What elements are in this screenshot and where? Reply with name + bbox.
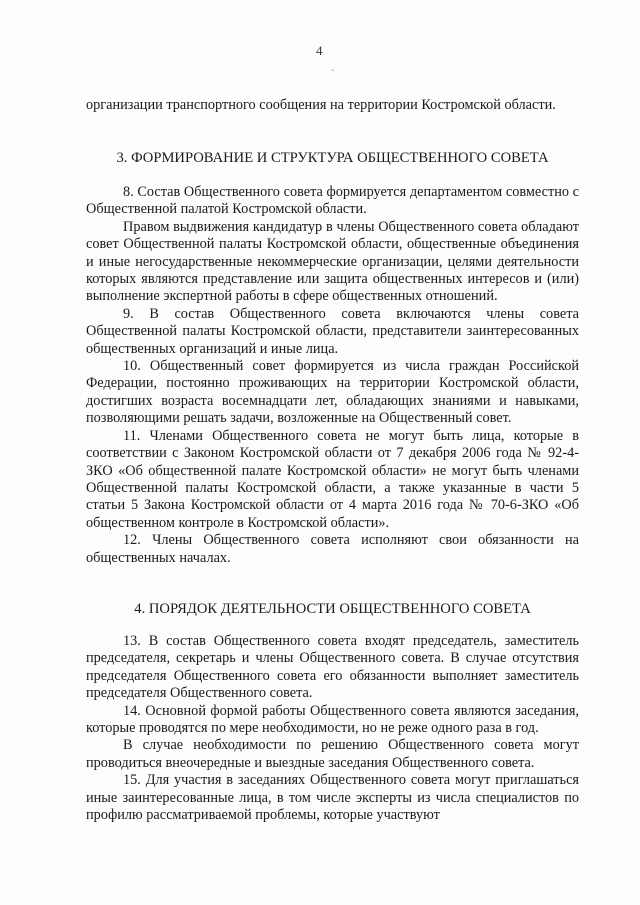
paragraph-15: 15. Для участия в заседаниях Общественного совета могут приглашаться иные заинтересованные лица, в том числе эксперты из числа специалистов по профилю рассматриваемой проблемы, которые участвуют <box>86 772 579 824</box>
paragraph-9: 9. В состав Общественного совета включаются члены совета Общественной палаты Костромской области, представители заинтересованных общественных организаций и иные лица. <box>86 305 579 357</box>
paragraph-8: 8. Состав Общественного совета формируется департаментом совместно с Общественной палатой Костромской области. <box>86 184 579 218</box>
continuation-block <box>86 97 579 114</box>
paragraph-11: 11. Членами Общественного совета не могут быть лица, которые в соответствии с Законом Костромской области от 7 декабря 2006 года № 92-4-ЗКО «Об общественной палате Костромской области» не могут быть членами Общественной палаты Костромской области, а также указанные в части 5 статьи 5 Закона Костромской области от 4 марта 2016 года № 70-6-ЗКО «Об общественном контроле в Костромской области». <box>86 427 579 531</box>
section-3-heading: 3. ФОРМИРОВАНИЕ И СТРУКТУРА ОБЩЕСТВЕННОГО СОВЕТА <box>116 150 549 166</box>
continuation-paragraph: организации транспортного сообщения на территории Костромской области. <box>86 97 556 113</box>
scan-mark: ` <box>331 69 335 80</box>
paragraph-14-extra-meetings: В случае необходимости по решению Общественного совета могут проводиться внеочередные и выездные заседания Общественного совета. <box>86 737 579 771</box>
paragraph-13: 13. В состав Общественного совета входят председатель, заместитель председателя, секретарь и члены Общественного совета. В случае отсутствия председателя Общественного совета его обязанности выполняет заместитель председателя Общественного совета. <box>86 633 579 702</box>
section-4-body <box>86 633 579 824</box>
paragraph-8-nominations: Правом выдвижения кандидатур в члены Общественного совета обладают совет Общественной палаты Костромской области, общественные объединения и иные негосударственные некоммерческие организации, целями деятельности которых являются представление или защита общественных интересов и (или) выполнение экспертной работы в сфере общественных отношений. <box>86 218 579 305</box>
section-4-heading: 4. ПОРЯДОК ДЕЯТЕЛЬНОСТИ ОБЩЕСТВЕННОГО СОВЕТА <box>134 601 531 617</box>
page-number: 4 <box>316 43 323 58</box>
paragraph-14: 14. Основной формой работы Общественного совета являются заседания, которые проводятся по мере необходимости, но не реже одного раза в год. <box>86 702 579 737</box>
paragraph-10: 10. Общественный совет формируется из числа граждан Российской Федерации, постоянно проживающих на территории Костромской области, достигших возраста восемнадцати лет, обладающих знаниями и навыками, позволяющими решать задачи, возложенные на Общественный совет. <box>86 358 579 427</box>
section-3-body <box>86 184 579 567</box>
paragraph-12: 12. Члены Общественного совета исполняют свои обязанности на общественных началах. <box>86 532 579 566</box>
